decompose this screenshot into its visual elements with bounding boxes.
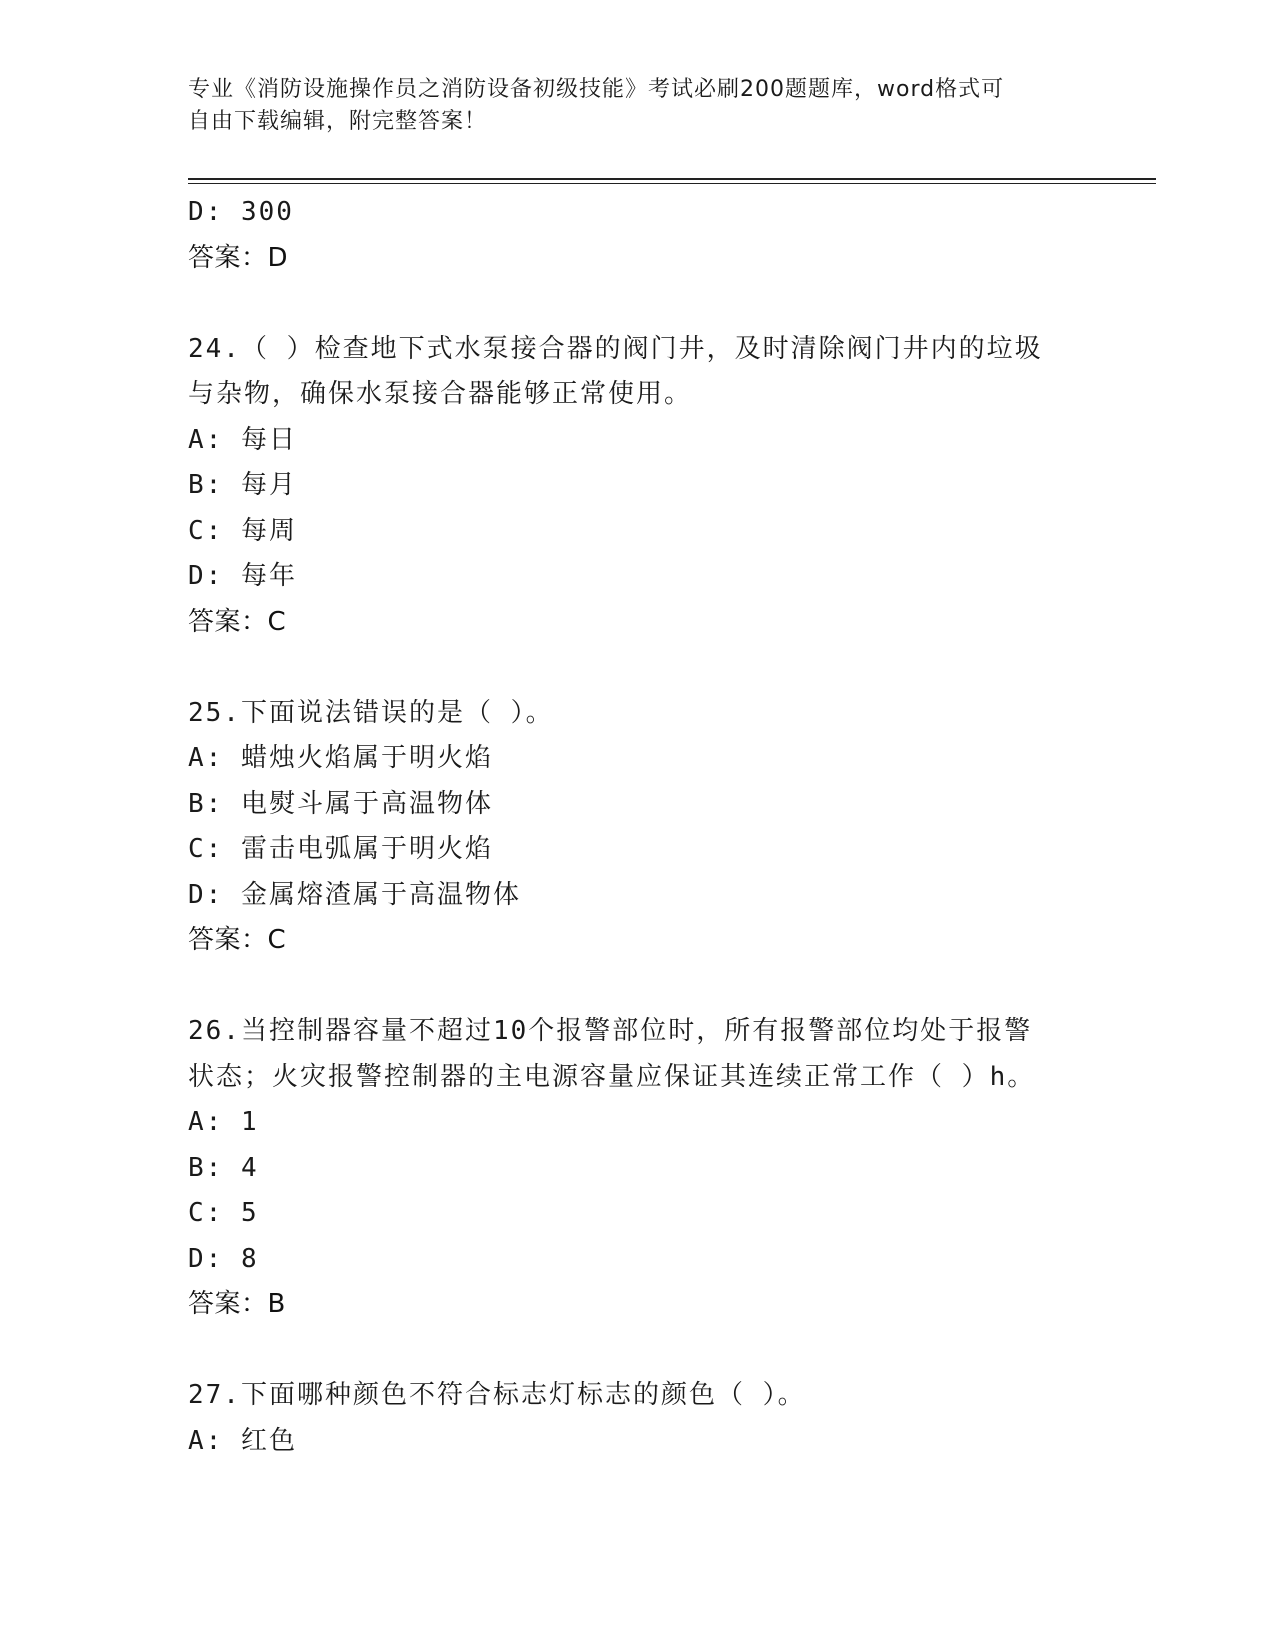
header-line-2: 自由下载编辑，附完整答案！ bbox=[188, 109, 488, 134]
option-d: D: 每年 bbox=[188, 561, 297, 591]
option-d: D: 300 bbox=[188, 197, 294, 227]
spacer bbox=[188, 1328, 1088, 1374]
option-a: A: 蜡烛火焰属于明火焰 bbox=[188, 743, 493, 773]
question-23-tail bbox=[188, 190, 1088, 281]
spacer bbox=[188, 281, 1088, 327]
question-list bbox=[188, 190, 1088, 1464]
option-a: A: 红色 bbox=[188, 1425, 297, 1456]
option-a: A: 每日 bbox=[188, 424, 297, 455]
question-stem-line-1: 24.（ ）检查地下式水泵接合器的阀门井，及时清除阀门井内的垃圾 bbox=[188, 333, 1043, 364]
question-stem-line-1: 26.当控制器容量不超过10个报警部位时，所有报警部位均处于报警 bbox=[188, 1016, 1033, 1046]
spacer bbox=[188, 964, 1088, 1010]
question-stem-line-1: 25.下面说法错误的是（ ）。 bbox=[188, 697, 554, 728]
question-stem-line-1: 27.下面哪种颜色不符合标志灯标志的颜色（ ）。 bbox=[188, 1380, 806, 1410]
option-b: B: 4 bbox=[188, 1152, 259, 1183]
option-d: D: 8 bbox=[188, 1243, 259, 1274]
answer: 答案：C bbox=[188, 606, 287, 637]
option-b: B: 电熨斗属于高温物体 bbox=[188, 788, 493, 819]
question-26 bbox=[188, 1009, 1088, 1328]
spacer bbox=[188, 645, 1088, 691]
document-header bbox=[188, 74, 1068, 138]
answer: 答案：D bbox=[188, 242, 289, 273]
question-stem-line-2: 状态；火灾报警控制器的主电源容量应保证其连续正常工作（ ）h。 bbox=[188, 1061, 1036, 1092]
option-c: C: 5 bbox=[188, 1198, 259, 1228]
question-24 bbox=[188, 327, 1088, 646]
option-b: B: 每月 bbox=[188, 470, 297, 500]
option-c: C: 雷击电弧属于明火焰 bbox=[188, 834, 493, 864]
question-27 bbox=[188, 1373, 1088, 1464]
option-a: A: 1 bbox=[188, 1107, 259, 1137]
header-line-1: 专业《消防设施操作员之消防设备初级技能》考试必刷200题题库，word格式可 bbox=[188, 77, 1005, 102]
option-d: D: 金属熔渣属于高温物体 bbox=[188, 879, 521, 910]
option-c: C: 每周 bbox=[188, 515, 297, 546]
header-divider bbox=[188, 178, 1156, 184]
question-25 bbox=[188, 691, 1088, 964]
answer: 答案：C bbox=[188, 925, 287, 955]
question-stem-line-2: 与杂物，确保水泵接合器能够正常使用。 bbox=[188, 379, 693, 409]
answer: 答案：B bbox=[188, 1289, 286, 1319]
